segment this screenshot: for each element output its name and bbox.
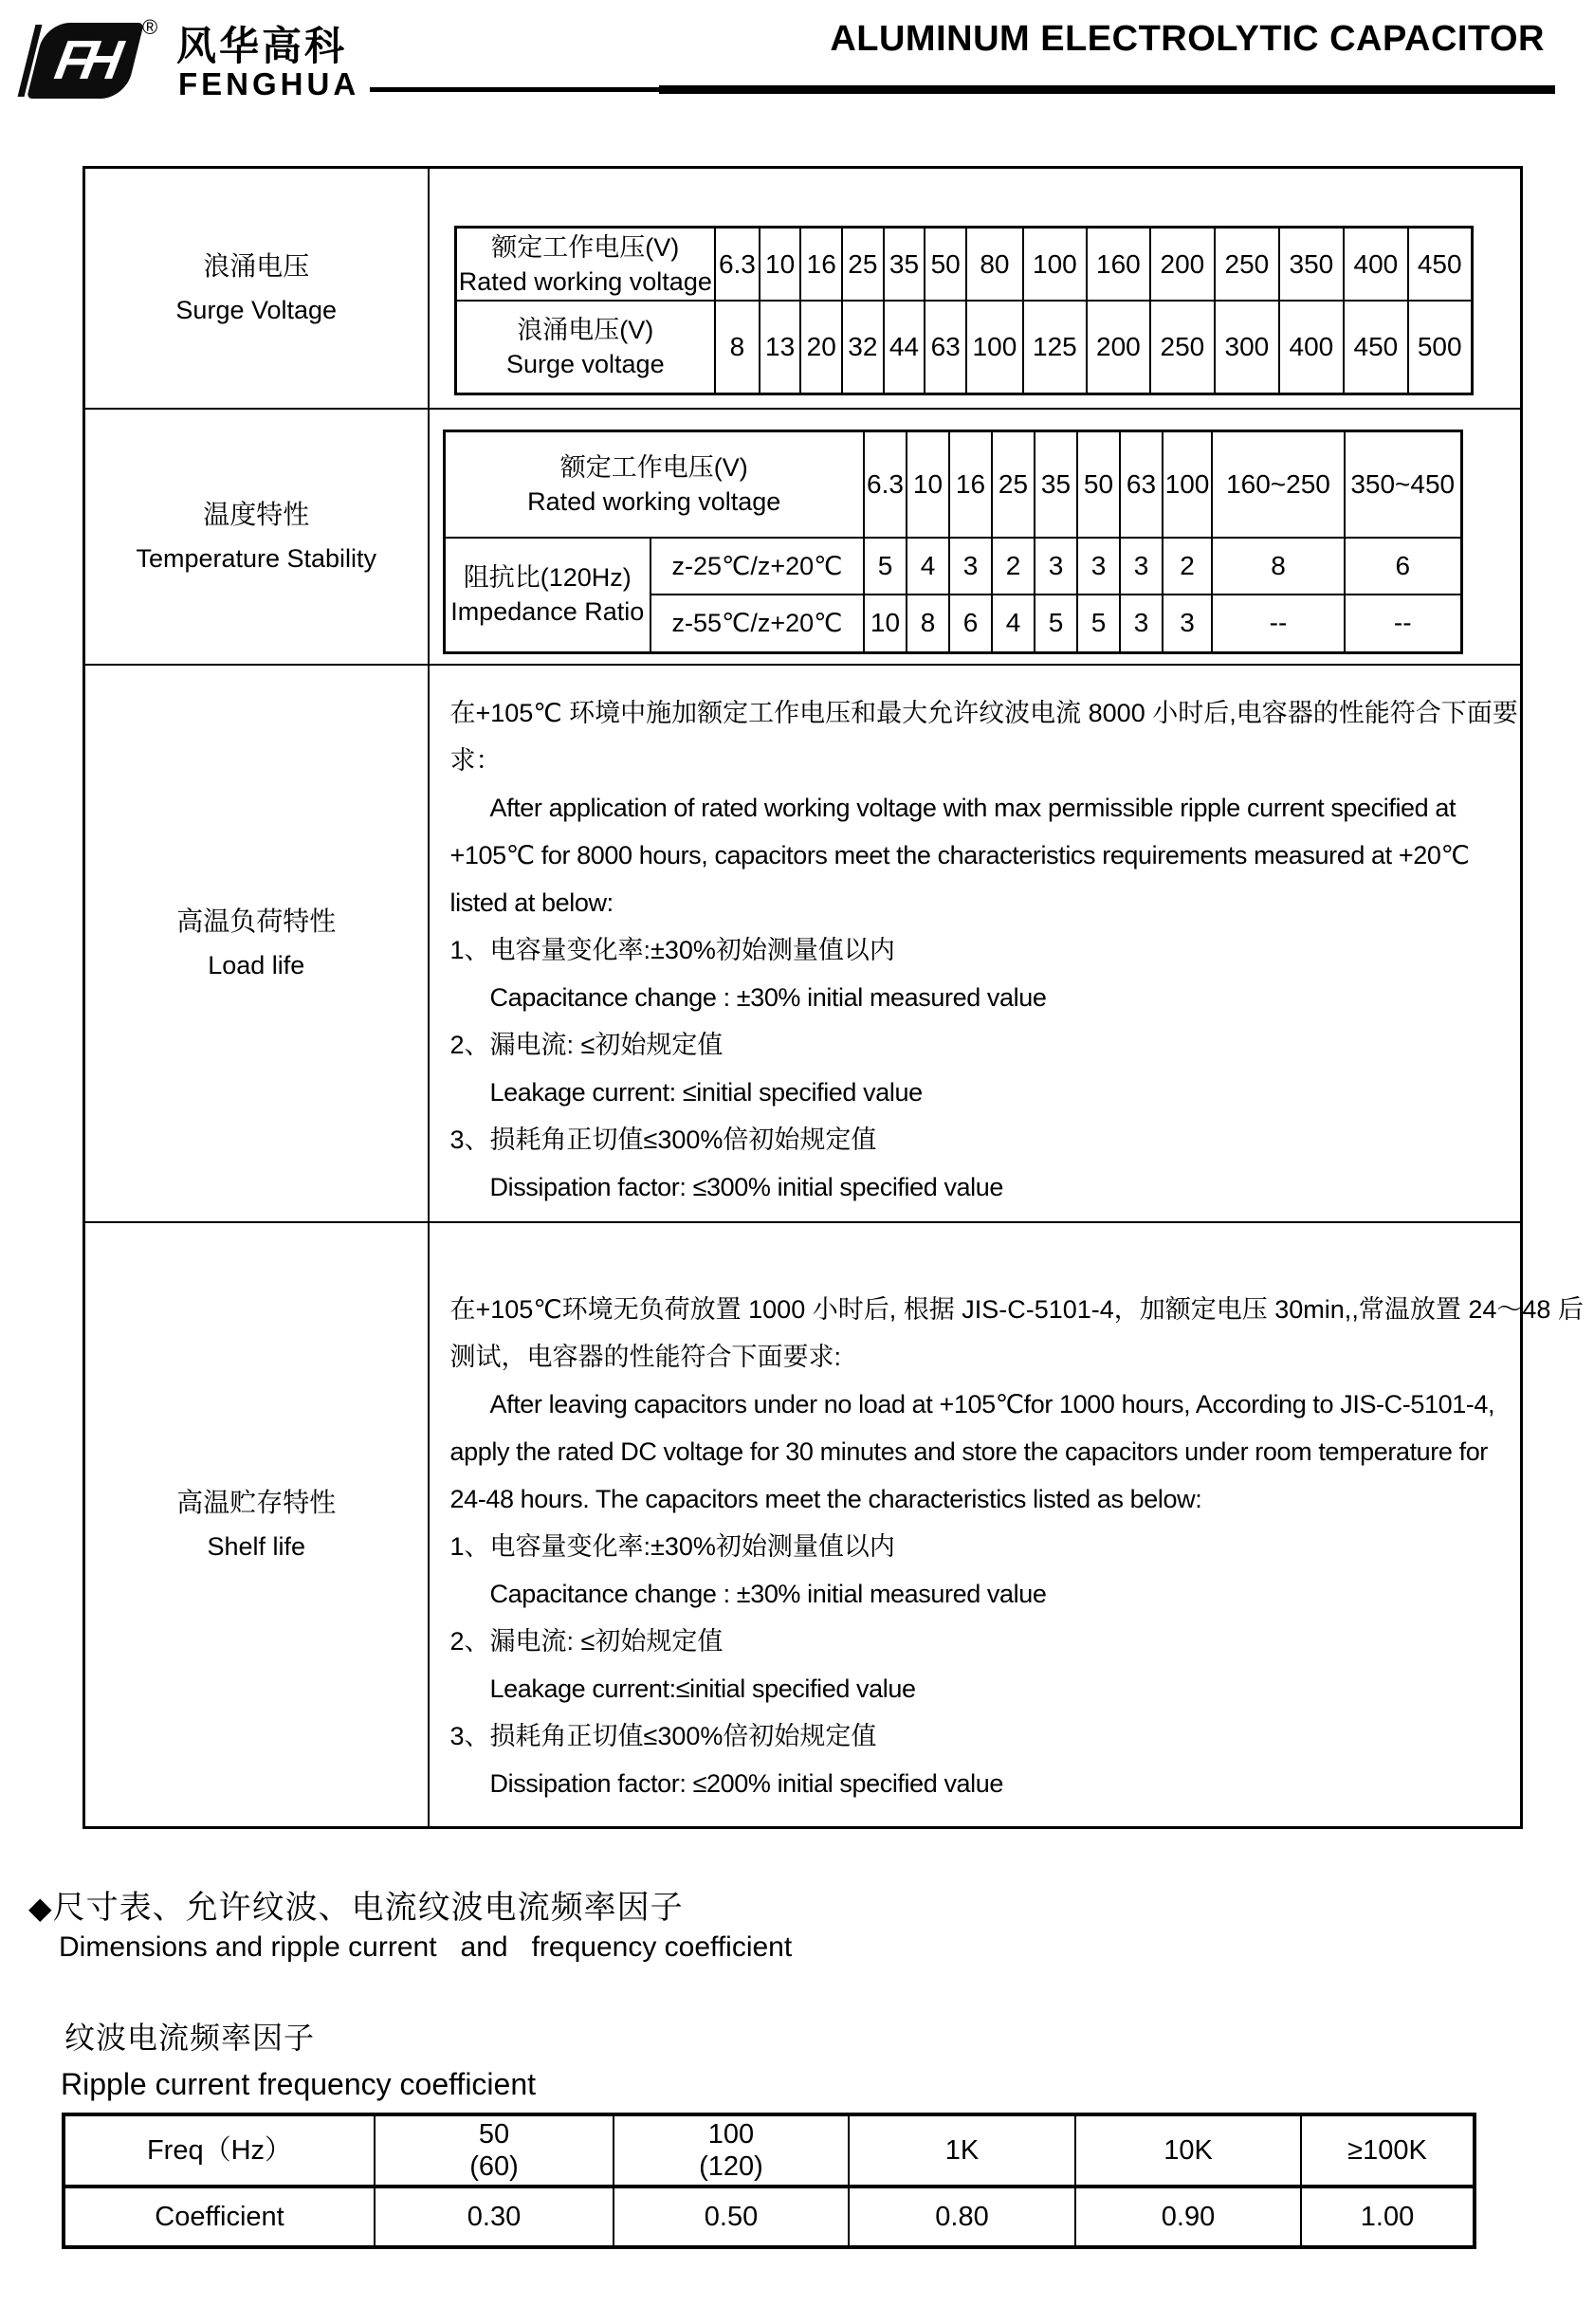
freq-10k: 10K [1075,2114,1301,2187]
registered-trademark-symbol: ® [142,15,158,39]
shelf-life-content: 在+105℃环境无负荷放置 1000 小时后, 根据 JIS-C-5101-4，加额定电压 30min,,常温放置 24～48 后 测试，电容器的性能符合下面要求: After leaving capacitors under no load at +105℃for 1000 hours, According to JIS-C-5101-4, apply the rated DC voltage for 30 minutes and store the capacitors under room temperature for 24-48 hours. The capacitors meet the characteristics listed as below: 1、电容量变化率:±30%初始测量值以内 Capacitance change : ±30% initial measured value 2、漏电流: ≤初始规定值 Leakage current:≤initial specified value 3、损耗角正切值≤300%倍初始规定值 Dissipation factor: ≤200% initial specified value [429,1222,1522,1828]
shelf-life-row [84,1222,1522,1828]
temperature-stability-row [84,409,1522,665]
freq-label: Freq（Hz） [64,2114,375,2187]
coefficient-label: Coefficient [64,2187,375,2247]
temp-header-row: 额定工作电压(V) Rated working voltage 6.3 10 16 25 35 50 63 100 160~250 350~450 [444,431,1461,538]
header-rule-left [370,87,659,92]
diamond-bullet-icon: ◆ [28,1891,53,1925]
freq-1k: 1K [849,2114,1075,2187]
coefficient-row: Coefficient 0.30 0.50 0.80 0.90 1.00 [64,2187,1475,2247]
fenghua-logo-icon [27,23,144,99]
fenghua-monogram: FH [50,29,120,91]
load-life-label: 高温负荷特性 Load life [84,665,429,1222]
freq-50: 50 (60) [375,2114,614,2187]
impedance-minus55-row: z-55℃/z+20℃ 10 8 6 4 5 5 3 3 -- -- [444,595,1461,653]
brand-name-cjk: 风华高科 [176,24,348,68]
load-life-content: 在+105℃ 环境中施加额定工作电压和最大允许纹波电流 8000 小时后,电容器的性能符合下面要 求： After application of rated working voltage with max permissible ripple current specified at +105℃ for 8000 hours, capacitors meet the characteristics requirements measured at +20℃ listed at below: 1、电容量变化率:±30%初始测量值以内 Capacitance change : ±30% initial measured value 2、漏电流: ≤初始规定值 Leakage current: ≤initial specified value 3、损耗角正切值≤300%倍初始规定值 Dissipation factor: ≤300% initial specified value [429,665,1522,1222]
dimensions-section-heading [28,1881,684,1928]
brand-name-latin: FENGHUA [178,66,360,101]
dimensions-heading-cjk: 尺寸表、允许纹波、电流纹波电流频率因子 [52,1890,684,1926]
condition-minus25: z-25℃/z+20℃ [650,538,864,595]
header-rule-right [659,85,1555,94]
dimensions-heading-en: Dimensions and ripple current and frequency coefficient [59,1931,793,1963]
ripple-coefficient-heading-cjk: 纹波电流频率因子 [64,2021,316,2055]
frequency-coefficient-table [62,2113,1476,2249]
shelf-life-label: 高温贮存特性 Shelf life [84,1222,429,1828]
surge-voltage-table [454,226,1474,395]
impedance-minus25-row: 阻抗比(120Hz) Impedance Ratio z-25℃/z+20℃ 5 4 3 2 3 3 3 2 8 6 [444,538,1461,595]
freq-100k: ≥100K [1301,2114,1475,2187]
surge-voltage-label: 浪涌电压 Surge Voltage [84,168,429,409]
spec-table [82,166,1584,1829]
rated-voltage-row: 额定工作电压(V) Rated working voltage 6.3 10 16 25 35 50 80 100 160 200 250 350 400 450 [455,227,1472,301]
temperature-stability-label: 温度特性 Temperature Stability [84,409,429,665]
surge-voltage-content [429,168,1522,409]
impedance-ratio-table [443,430,1463,654]
temperature-stability-content [429,409,1522,665]
frequency-header-row [64,2114,1475,2187]
surge-voltage-row [84,168,1522,409]
impedance-ratio-label: 阻抗比(120Hz) Impedance Ratio [444,538,650,653]
condition-minus55: z-55℃/z+20℃ [650,595,864,653]
load-life-row [84,665,1522,1222]
freq-100: 100 (120) [614,2114,849,2187]
page-title: ALUMINUM ELECTROLYTIC CAPACITOR [830,19,1545,59]
ripple-coefficient-heading-en: Ripple current frequency coefficient [61,2067,537,2101]
surge-values-row: 浪涌电压(V) Surge voltage 8 13 20 32 44 63 100 125 200 250 300 400 450 500 [455,301,1472,393]
